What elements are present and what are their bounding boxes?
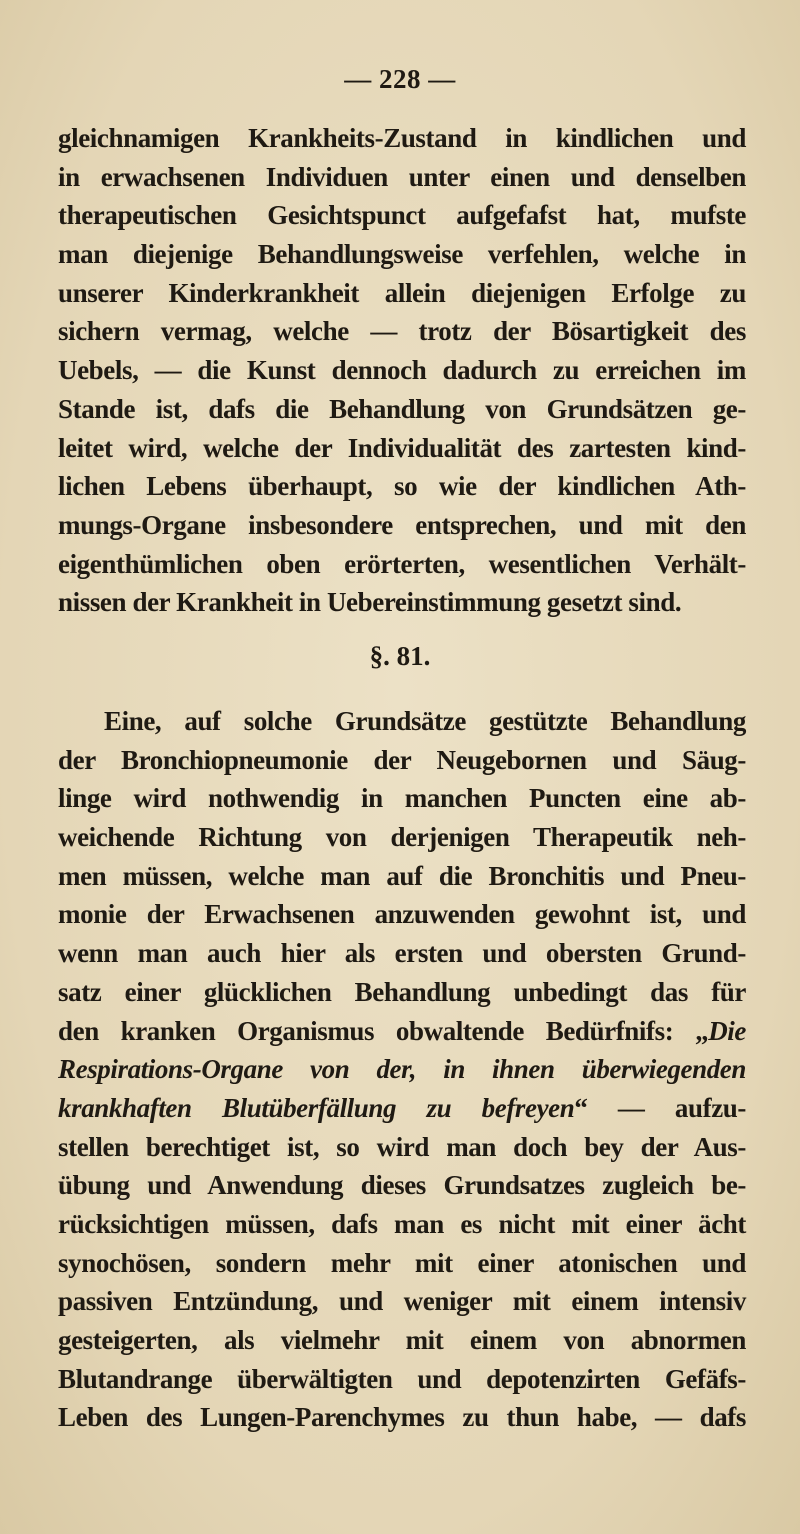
text-line — [58, 1089, 746, 1128]
text-segment: unserer Kinderkrankheit allein diejenigen Erfolge zu — [58, 277, 746, 308]
text-line — [58, 1128, 746, 1167]
text-line — [58, 119, 746, 158]
italic-text: Respirations-Organe von der, in ihnen überwiegenden — [58, 1054, 746, 1085]
italic-text: Die — [708, 1015, 746, 1046]
text-segment: Uebels, — die Kunst dennoch dadurch zu erreichen im — [58, 355, 746, 386]
text-segment: rücksichtigen müssen, dafs man es nicht mit einer ächt — [58, 1208, 746, 1239]
text-line — [58, 158, 746, 197]
text-line — [58, 973, 746, 1012]
italic-text: krankhaften Blutüberfällung zu befreyen — [58, 1092, 575, 1123]
text-segment: gleichnamigen Krankheits-Zustand in kindlichen und — [58, 123, 746, 153]
text-segment: mungs-Organe insbesondere entsprechen, und mit den — [58, 509, 746, 540]
text-segment: satz einer glücklichen Behandlung unbedingt das für — [58, 976, 746, 1007]
text-line — [58, 895, 746, 934]
text-segment: eigenthümlichen oben erörterten, wesentlichen Verhält- — [58, 548, 746, 579]
text-segment: stellen berechtiget ist, so wird man doch bey der Aus- — [58, 1131, 746, 1162]
text-line — [58, 390, 746, 429]
text-line — [58, 1398, 746, 1437]
text-line — [58, 1321, 746, 1360]
text-line — [58, 741, 746, 780]
text-line — [58, 1050, 746, 1089]
text-line — [58, 467, 746, 506]
text-segment: man diejenige Behandlungsweise verfehlen, welche in — [58, 239, 746, 270]
text-line — [58, 934, 746, 973]
text-line — [58, 545, 746, 584]
text-line — [58, 429, 746, 468]
text-segment: den kranken Organismus obwaltende Bedürfnifs: „ — [58, 1015, 709, 1046]
text-segment: leitet wird, welche der Individualität des zartesten kind- — [58, 432, 746, 463]
text-line — [58, 506, 746, 545]
text-segment: übung und Anwendung dieses Grundsatzes zugleich be- — [58, 1170, 746, 1201]
text-segment: men müssen, welche man auf die Bronchitis und Pneu- — [58, 860, 746, 891]
text-line — [58, 1012, 746, 1051]
text-segment: nissen der Krankheit in Uebereinstimmung gesetzt sind. — [58, 587, 682, 618]
text-segment: Eine, auf solche Grundsätze gestützte Behandlung — [104, 706, 746, 736]
text-line — [58, 1282, 746, 1321]
page-number: — 228 — — [344, 64, 456, 94]
text-line — [58, 351, 746, 390]
text-segment: lichen Lebens überhaupt, so wie der kindlichen Ath- — [58, 471, 746, 502]
text-line — [58, 583, 746, 622]
text-segment: in erwachsenen Individuen unter einen und denselben — [58, 161, 746, 192]
text-segment: linge wird nothwendig in manchen Puncten eine ab- — [58, 783, 746, 814]
text-segment: weichende Richtung von derjenigen Therapeutik neh- — [58, 822, 746, 853]
text-segment: gesteigerten, als vielmehr mit einem von abnormen — [58, 1325, 746, 1355]
text-line — [58, 1166, 746, 1205]
text-segment: “ — aufzu- — [574, 1092, 747, 1123]
text-segment: Blutandrange überwältigten und depotenzirten Gefäfs- — [58, 1363, 746, 1394]
text-segment: monie der Erwachsenen anzuwenden gewohnt ist, und — [58, 899, 746, 930]
text-line — [58, 1244, 746, 1283]
text-segment: synochösen, sondern mehr mit einer atonischen und — [58, 1247, 746, 1278]
text-segment: der Bronchiopneumonie der Neugebornen und Säug- — [58, 744, 746, 775]
text-segment: wenn man auch hier als ersten und obersten Grund- — [58, 938, 746, 969]
text-segment: therapeutischen Gesichtspunct aufgefafst hat, mufste — [58, 200, 746, 231]
text-segment: Stande ist, dafs die Behandlung von Grundsätzen ge- — [58, 393, 746, 424]
text-line — [58, 857, 746, 896]
section-heading: §. 81. — [369, 641, 431, 671]
text-line — [58, 196, 746, 235]
text-line — [58, 1205, 746, 1244]
paragraph-section-81 — [58, 702, 746, 1437]
text-line — [58, 235, 746, 274]
text-segment: passiven Entzündung, und weniger mit einem intensiv — [58, 1286, 746, 1317]
text-segment: Leben des Lungen-Parenchymes zu thun habe, — dafs — [58, 1402, 746, 1433]
paragraph-continued — [58, 119, 746, 622]
text-segment: sichern vermag, welche — trotz der Bösartigkeit des — [58, 316, 746, 347]
text-line — [58, 779, 746, 818]
text-line — [58, 274, 746, 313]
text-line — [58, 312, 746, 351]
text-line — [58, 1360, 746, 1399]
text-line — [58, 702, 746, 741]
text-line — [58, 818, 746, 857]
